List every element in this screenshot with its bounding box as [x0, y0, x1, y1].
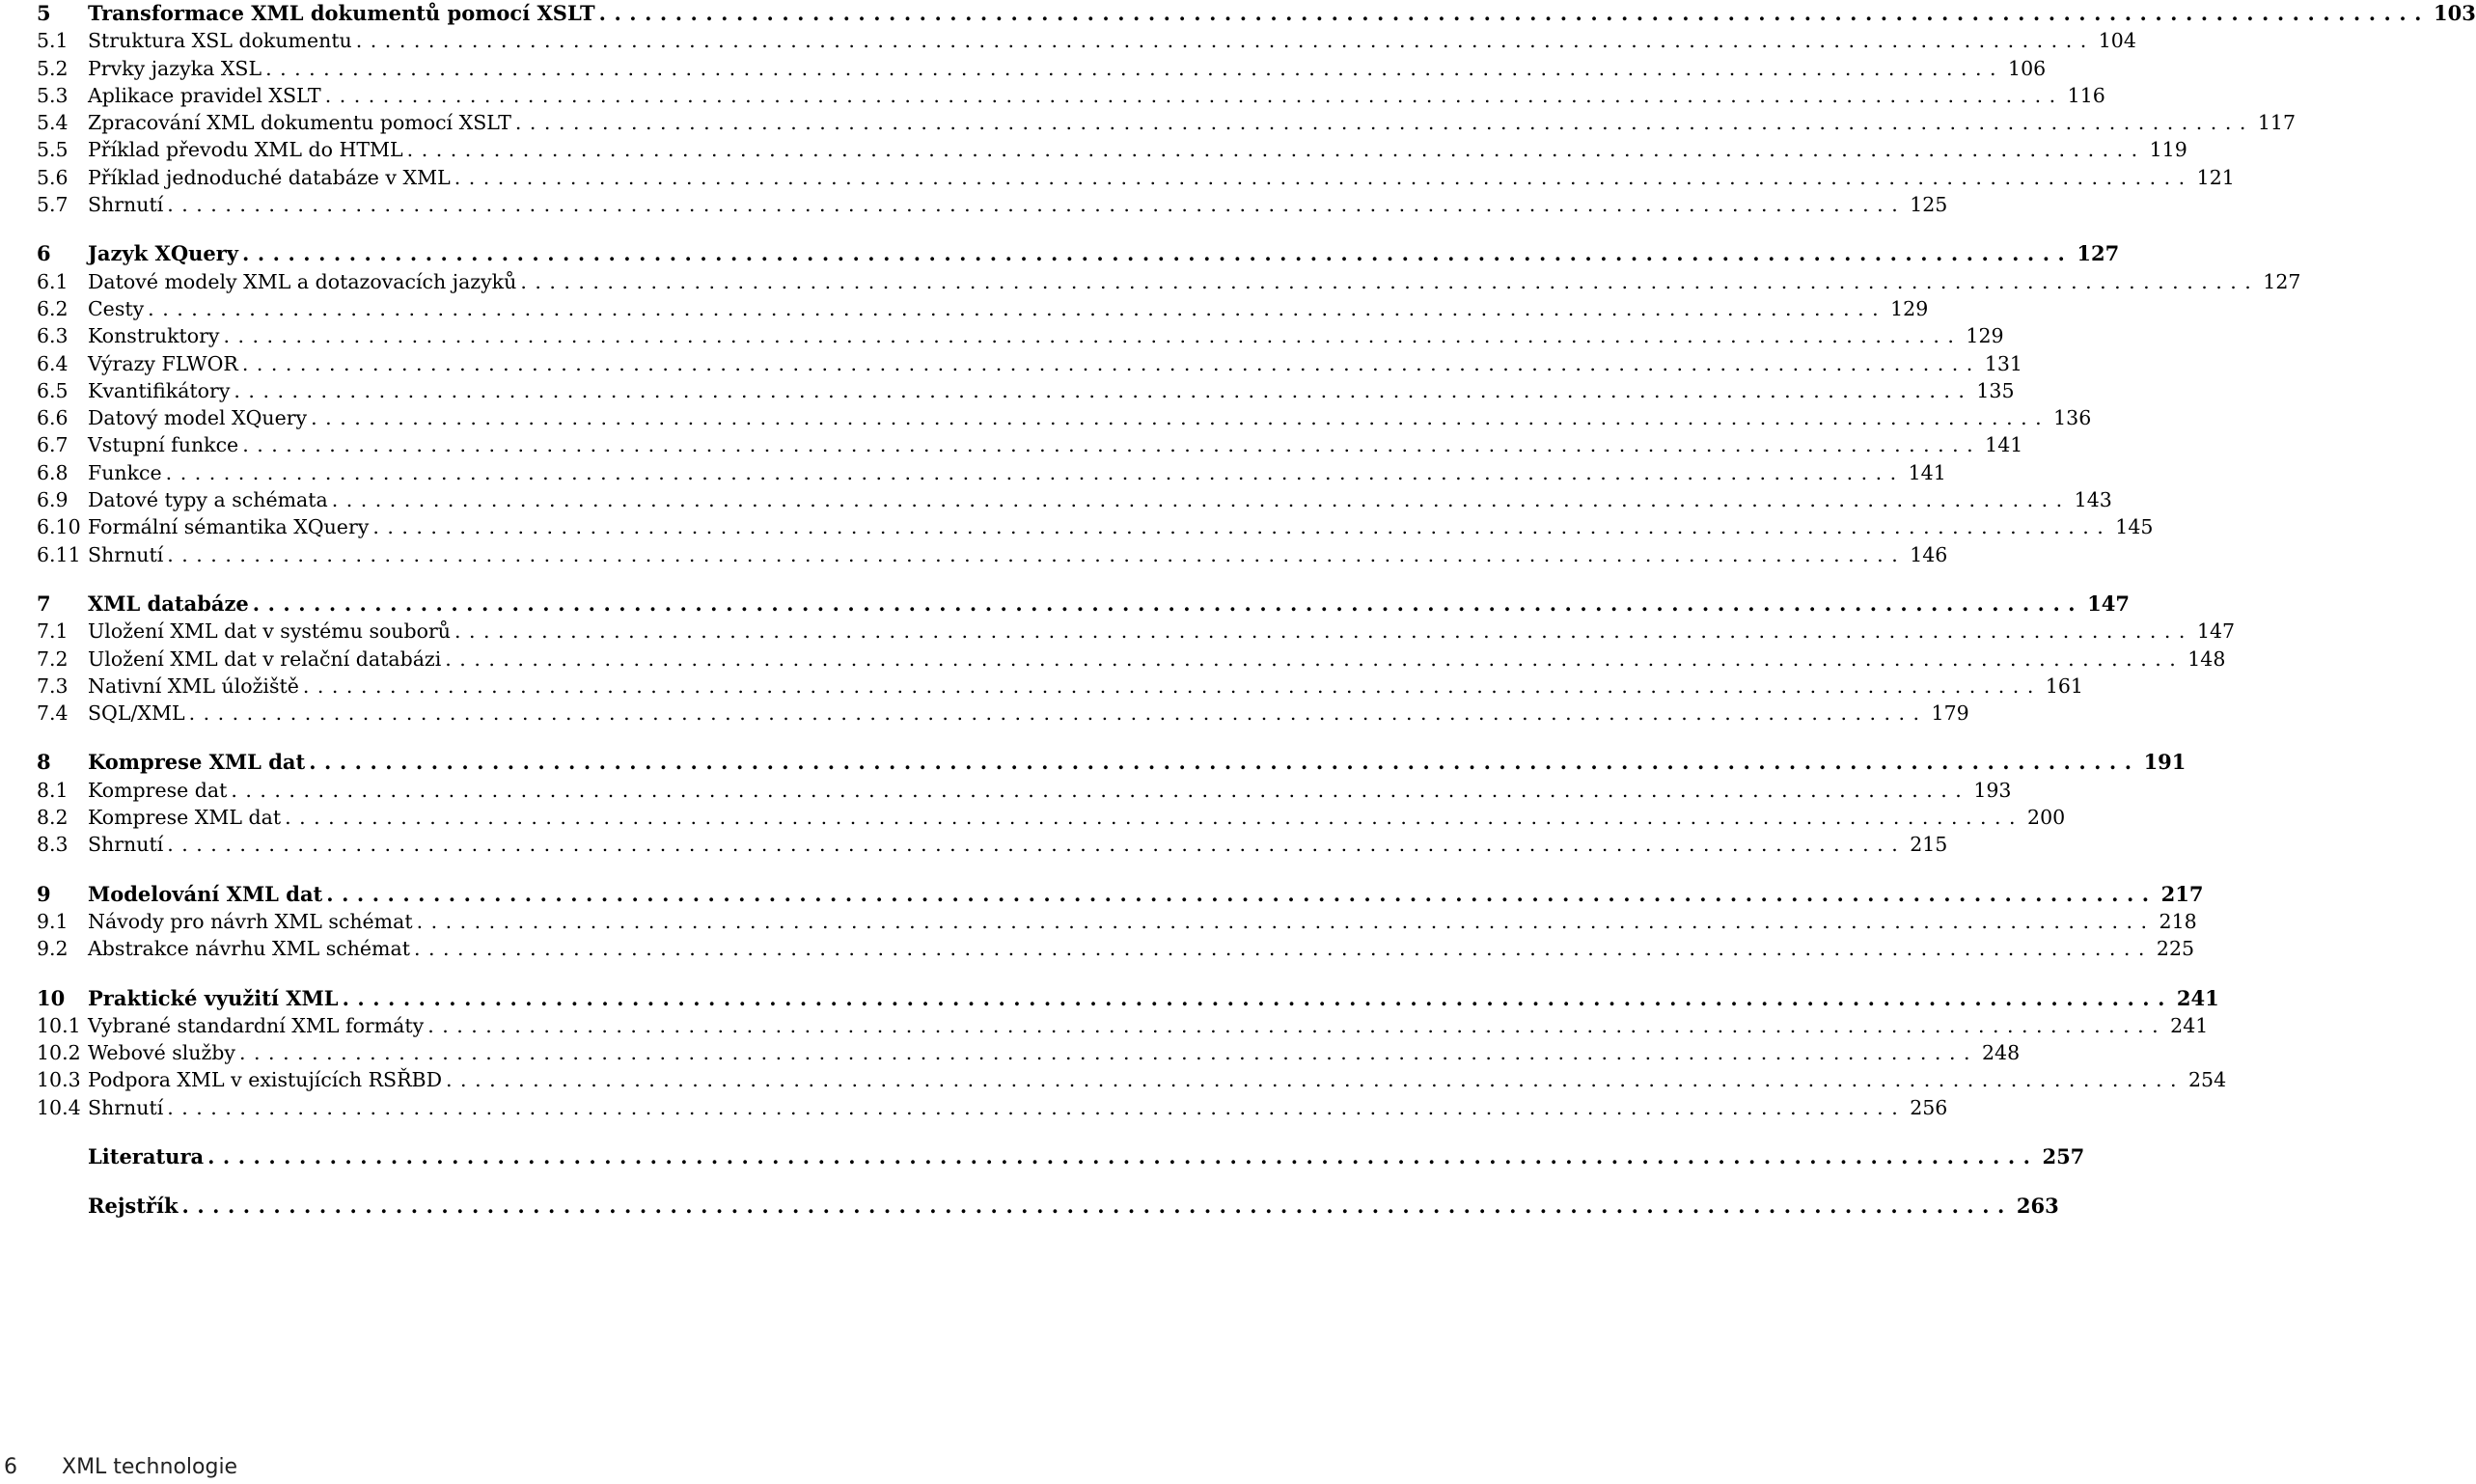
toc-dot-leader: ........................................................................................................................	[242, 433, 1982, 457]
toc-section-entry[interactable]	[37, 908, 2197, 935]
toc-section-entry[interactable]	[37, 673, 2083, 700]
toc-entry-page: 116	[2067, 83, 2105, 107]
toc-entry-page: 146	[1910, 542, 1948, 566]
toc-section-entry[interactable]	[37, 82, 2105, 109]
toc-entry-number: 5.6	[37, 165, 69, 189]
toc-section-entry[interactable]	[37, 804, 2066, 831]
toc-dot-leader: ........................................................................................................................	[355, 29, 2095, 53]
toc-entry-page: 263	[2016, 1194, 2059, 1219]
toc-dot-leader: ........................................................................................................................	[239, 1041, 1978, 1065]
toc-entry-title: Vybrané standardní XML formáty	[88, 1013, 425, 1037]
toc-entry-title: Rejstřík	[88, 1194, 179, 1219]
toc-entry-page: 147	[2087, 591, 2130, 616]
toc-entry-title: Transformace XML dokumentů pomocí XSLT	[88, 1, 595, 25]
toc-dot-leader: ........................................................................................................................	[181, 1194, 2013, 1219]
toc-dot-leader: ........................................................................................................................	[231, 778, 1970, 802]
toc-entry-page: 254	[2188, 1068, 2227, 1092]
toc-dot-leader: ........................................................................................................................	[285, 806, 2024, 830]
toc-entry-title: Formální sémantika XQuery	[88, 515, 370, 539]
toc-entry-number: 6.10	[37, 515, 81, 539]
toc-entry-title: Shrnutí	[88, 1095, 164, 1119]
toc-section-entry[interactable]	[37, 618, 2236, 645]
toc-dot-leader: ........................................................................................................................	[311, 406, 2050, 430]
toc-entry-title: Uložení XML dat v systému souborů	[88, 619, 451, 644]
toc-entry-title: Zpracování XML dokumentu pomocí XSLT	[88, 111, 511, 135]
toc-section-entry[interactable]	[37, 191, 1948, 218]
toc-entry-title: Modelování XML dat	[88, 881, 323, 906]
toc-entry-number: 6.7	[37, 433, 69, 457]
toc-entry-number: 6.6	[37, 406, 69, 430]
toc-entry-page: 218	[2159, 909, 2197, 933]
toc-section-entry[interactable]	[37, 350, 2022, 377]
toc-entry-number: 9.2	[37, 937, 69, 961]
toc-entry-page: 129	[1966, 324, 2004, 348]
toc-section-entry[interactable]	[37, 322, 2004, 349]
toc-section-entry[interactable]	[37, 109, 2296, 136]
footer-page-number: 6	[4, 1455, 17, 1479]
toc-entry-number: 6.3	[37, 324, 69, 348]
toc-entry-page: 241	[2176, 985, 2219, 1010]
toc-section-entry[interactable]	[37, 164, 2235, 191]
toc-dot-leader: ........................................................................................................................	[331, 488, 2071, 512]
toc-entry-title: Kvantifikátory	[88, 378, 231, 402]
toc-dot-leader: ........................................................................................................................	[324, 83, 2064, 107]
toc-entry-number: 9.1	[37, 909, 69, 933]
toc-entry-number: 8	[37, 750, 51, 775]
toc-dot-leader: ........................................................................................................................	[514, 111, 2254, 135]
toc-entry-number: 6.4	[37, 351, 69, 375]
toc-entry-title: Webové služby	[88, 1041, 236, 1065]
toc-section-entry[interactable]	[37, 1094, 1948, 1121]
toc-entry-number: 7.1	[37, 619, 69, 644]
toc-dot-leader: ........................................................................................................................	[302, 673, 2042, 698]
toc-entry-page: 215	[1910, 833, 1948, 857]
toc-chapter-entry[interactable]	[37, 881, 2204, 908]
toc-entry-title: Datový model XQuery	[88, 406, 308, 430]
toc-dot-leader: ........................................................................................................................	[165, 460, 1905, 484]
toc-dot-leader: ........................................................................................................................	[242, 241, 2074, 266]
toc-entry-page: 125	[1910, 193, 1948, 217]
toc-dot-leader: ........................................................................................................................	[413, 937, 2153, 961]
toc-entry-number: 9	[37, 881, 51, 906]
toc-entry-number: 7.3	[37, 673, 69, 698]
toc-entry-number: 5.1	[37, 29, 69, 53]
toc-entry-title: Datové modely XML a dotazovacích jazyků	[88, 269, 517, 293]
toc-entry-title: Příklad jednoduché databáze v XML	[88, 165, 451, 189]
toc-entry-number: 8.1	[37, 778, 69, 802]
toc-entry-title: Nativní XML úložiště	[88, 673, 299, 698]
toc-entry-page: 141	[1908, 460, 1946, 484]
toc-entry-page: 241	[2170, 1013, 2209, 1037]
toc-entry-number: 10	[37, 985, 66, 1010]
toc-entry-title: Cesty	[88, 296, 145, 320]
toc-dot-leader: ........................................................................................................................	[445, 646, 2185, 671]
toc-dot-leader: ........................................................................................................................	[252, 591, 2084, 616]
toc-entry-title: Literatura	[88, 1143, 205, 1168]
toc-entry-page: 119	[2149, 138, 2187, 162]
toc-dot-leader: ........................................................................................................................	[326, 881, 2158, 906]
toc-entry-page: 161	[2045, 673, 2083, 698]
toc-dot-leader: ........................................................................................................................	[207, 1143, 2039, 1168]
toc-dot-leader: ........................................................................................................................	[265, 56, 2005, 80]
footer-book-title: XML technologie	[62, 1455, 238, 1479]
toc-entry-number: 6.9	[37, 488, 69, 512]
toc-section-entry[interactable]	[37, 646, 2226, 673]
toc-entry-title: Shrnutí	[88, 193, 164, 217]
toc-entry-title: Vstupní funkce	[88, 433, 239, 457]
toc-dot-leader: ........................................................................................................................	[241, 351, 1981, 375]
toc-section-entry[interactable]	[37, 935, 2195, 962]
toc-entry-page: 225	[2156, 937, 2195, 961]
toc-entry-page: 256	[1910, 1095, 1948, 1119]
toc-section-entry[interactable]	[37, 486, 2112, 513]
toc-entry-title: Shrnutí	[88, 542, 164, 566]
toc-entry-number: 8.2	[37, 806, 69, 830]
toc-entry-page: 103	[2433, 1, 2476, 25]
toc-entry-number: 6	[37, 241, 51, 266]
toc-section-entry[interactable]	[37, 431, 2023, 458]
toc-dot-leader: ........................................................................................................................	[167, 1095, 1907, 1119]
toc-section-entry[interactable]	[37, 1039, 2021, 1066]
toc-entry-number: 10.4	[37, 1095, 81, 1119]
toc-entry-page: 127	[2077, 241, 2120, 266]
toc-entry-page: 127	[2263, 269, 2301, 293]
toc-entry-title: Podpora XML v existujících RSŘBD	[88, 1068, 443, 1092]
toc-entry-page: 200	[2027, 806, 2066, 830]
toc-dot-leader: ........................................................................................................................	[372, 515, 2112, 539]
toc-entry-page: 248	[1981, 1041, 2021, 1065]
toc-entry-page: 179	[1931, 701, 1969, 726]
toc-entry-page: 104	[2098, 29, 2136, 53]
toc-entry-number: 8.3	[37, 833, 69, 857]
toc-entry-number: 5.7	[37, 193, 69, 217]
toc-chapter-entry[interactable]	[37, 591, 2130, 618]
toc-section-entry[interactable]	[37, 136, 2187, 163]
toc-entry-title: SQL/XML	[88, 701, 185, 726]
toc-section-entry[interactable]	[37, 831, 1948, 858]
toc-entry-number: 5.3	[37, 83, 69, 107]
toc-section-entry[interactable]	[37, 1012, 2209, 1039]
toc-entry-title: Návody pro návrh XML schémat	[88, 909, 413, 933]
toc-chapter-entry[interactable]	[37, 240, 2120, 267]
toc-entry-title: XML databáze	[88, 591, 249, 616]
toc-dot-leader: ........................................................................................................................	[188, 701, 1928, 726]
toc-entry-title: Komprese XML dat	[88, 750, 306, 775]
toc-entry-title: Funkce	[88, 460, 162, 484]
toc-dot-leader: ........................................................................................................................	[342, 985, 2173, 1010]
toc-dot-leader: ........................................................................................................................	[223, 324, 1963, 348]
toc-entry-page: 136	[2053, 406, 2092, 430]
toc-entry-number: 6.2	[37, 296, 69, 320]
toc-entry-page: 117	[2257, 111, 2296, 135]
toc-entry-number: 6.1	[37, 269, 69, 293]
toc-dot-leader: ........................................................................................................................	[416, 909, 2156, 933]
toc-chapter-entry[interactable]	[37, 0, 2476, 27]
toc-dot-leader: ........................................................................................................................	[167, 542, 1907, 566]
toc-chapter-entry[interactable]	[37, 985, 2219, 1012]
toc-entry-page: 135	[1976, 378, 2015, 402]
toc-entry-title: Datové typy a schémata	[88, 488, 328, 512]
toc-entry-title: Jazyk XQuery	[88, 241, 239, 266]
toc-section-entry[interactable]	[37, 27, 2136, 54]
toc-section-entry[interactable]	[37, 268, 2301, 295]
toc-entry-number: 7.4	[37, 701, 69, 726]
toc-entry-page: 191	[2143, 750, 2187, 775]
toc-entry-page: 147	[2196, 619, 2236, 644]
toc-dot-leader: ........................................................................................................................	[446, 1068, 2185, 1092]
toc-entry-number: 5	[37, 1, 51, 25]
toc-section-entry[interactable]	[37, 513, 2154, 540]
toc-section-entry[interactable]	[37, 404, 2092, 431]
toc-entry-number: 5.5	[37, 138, 69, 162]
toc-chapter-entry[interactable]	[37, 749, 2187, 776]
toc-section-entry[interactable]	[37, 295, 1929, 322]
table-of-contents	[37, 0, 2476, 1221]
toc-chapter-entry[interactable]	[37, 1193, 2059, 1220]
toc-entry-page: 131	[1984, 351, 2022, 375]
toc-entry-page: 143	[2074, 488, 2112, 512]
toc-entry-page: 257	[2042, 1143, 2085, 1168]
toc-entry-title: Komprese dat	[88, 778, 228, 802]
toc-entry-title: Komprese XML dat	[88, 806, 282, 830]
toc-dot-leader: ........................................................................................................................	[406, 138, 2146, 162]
toc-dot-leader: ........................................................................................................................	[167, 193, 1907, 217]
toc-entry-page: 217	[2160, 881, 2204, 906]
toc-entry-page: 141	[1985, 433, 2023, 457]
toc-entry-title: Abstrakce návrhu XML schémat	[88, 937, 410, 961]
toc-section-entry[interactable]	[37, 459, 1946, 486]
toc-entry-number: 6.8	[37, 460, 69, 484]
toc-section-entry[interactable]	[37, 1066, 2227, 1093]
toc-dot-leader: ........................................................................................................................	[598, 1, 2430, 25]
toc-entry-title: Výrazy FLWOR	[88, 351, 238, 375]
toc-entry-page: 121	[2196, 165, 2235, 189]
toc-entry-page: 129	[1890, 296, 1929, 320]
toc-entry-number: 7.2	[37, 646, 69, 671]
toc-section-entry[interactable]	[37, 700, 1969, 727]
toc-section-entry[interactable]	[37, 377, 2015, 404]
toc-section-entry[interactable]	[37, 541, 1948, 568]
toc-entry-page: 145	[2115, 515, 2154, 539]
toc-entry-number: 5.4	[37, 111, 69, 135]
toc-dot-leader: ........................................................................................................................	[520, 269, 2260, 293]
toc-entry-number: 6.5	[37, 378, 69, 402]
toc-entry-page: 148	[2187, 646, 2226, 671]
toc-section-entry[interactable]	[37, 777, 2012, 804]
toc-dot-leader: ........................................................................................................................	[309, 750, 2140, 775]
toc-chapter-entry[interactable]	[37, 1143, 2085, 1170]
toc-entry-title: Aplikace pravidel XSLT	[88, 83, 321, 107]
toc-entry-title: Struktura XSL dokumentu	[88, 29, 352, 53]
toc-section-entry[interactable]	[37, 55, 2047, 82]
toc-entry-page: 193	[1973, 778, 2012, 802]
toc-entry-number: 10.2	[37, 1041, 81, 1065]
toc-entry-title: Shrnutí	[88, 833, 164, 857]
toc-entry-title: Uložení XML dat v relační databázi	[88, 646, 442, 671]
toc-entry-number: 5.2	[37, 56, 69, 80]
toc-dot-leader: ........................................................................................................................	[167, 833, 1907, 857]
toc-dot-leader: ........................................................................................................................	[427, 1013, 2167, 1037]
toc-entry-number: 10.1	[37, 1013, 81, 1037]
toc-entry-number: 7	[37, 591, 51, 616]
toc-entry-title: Prvky jazyka XSL	[88, 56, 262, 80]
toc-entry-title: Praktické využití XML	[88, 985, 339, 1010]
toc-entry-number: 6.11	[37, 542, 81, 566]
toc-entry-number: 10.3	[37, 1068, 81, 1092]
toc-dot-leader: ........................................................................................................................	[454, 619, 2193, 644]
toc-dot-leader: ........................................................................................................................	[234, 378, 1973, 402]
toc-entry-title: Konstruktory	[88, 324, 220, 348]
toc-dot-leader: ........................................................................................................................	[148, 296, 1887, 320]
toc-entry-page: 106	[2008, 56, 2047, 80]
toc-entry-title: Příklad převodu XML do HTML	[88, 138, 403, 162]
toc-dot-leader: ........................................................................................................................	[454, 165, 2193, 189]
